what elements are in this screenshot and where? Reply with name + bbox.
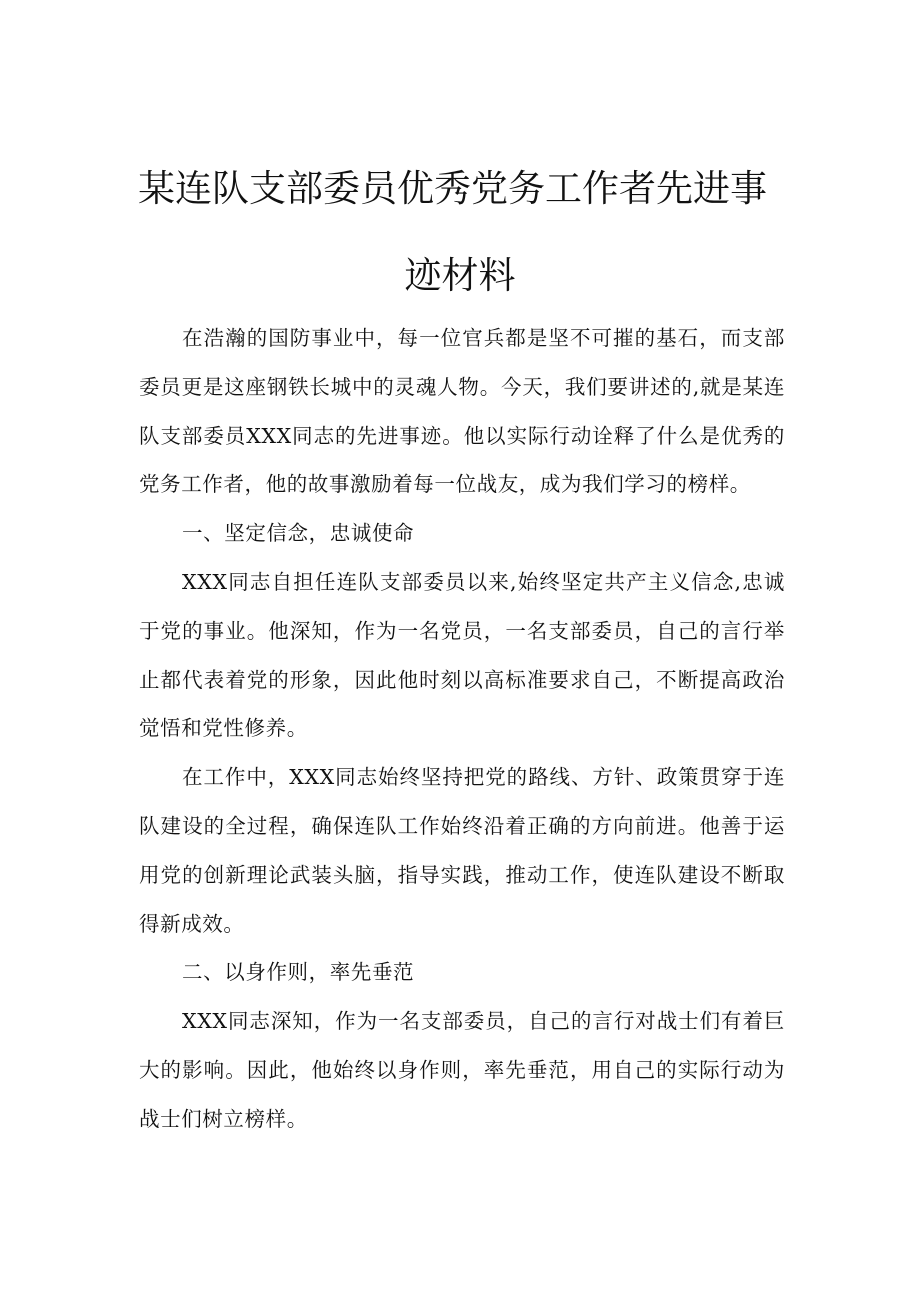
- body-paragraph: 在工作中，XXX同志始终坚持把党的路线、方针、政策贯穿于连队建设的全过程，确保连队工作始终沿着正确的方向前进。他善于运用党的创新理论武装头脑，指导实践，推动工作，使连队建设不断取得新成效。: [139, 765, 785, 936]
- document-body: [139, 314, 785, 1144]
- section-heading-2: 二、以身作则，率先垂范: [182, 960, 415, 985]
- body-paragraph: XXX同志自担任连队支部委员以来,始终坚定共产主义信念,忠诚于党的事业。他深知，作为一名党员，一名支部委员，自己的言行举止都代表着党的形象，因此他时刻以高标准要求自己，不断提高政治觉悟和党性修养。: [139, 569, 785, 741]
- document-title-line-1: 某连队支部委员优秀党务工作者先进事: [138, 167, 767, 210]
- intro-paragraph: 在浩瀚的国防事业中，每一位官兵都是坚不可摧的基石，而支部委员更是这座钢铁长城中的灵魂人物。今天，我们要讲述的,就是某连队支部委员XXX同志的先进事迹。他以实际行动诠释了什么是优秀的党务工作者，他的故事激励着每一位战友，成为我们学习的榜样。: [139, 326, 785, 497]
- section-heading-1: 一、坚定信念，忠诚使命: [182, 521, 415, 546]
- body-paragraph: XXX同志深知，作为一名支部委员，自己的言行对战士们有着巨大的影响。因此，他始终以身作则，率先垂范，用自己的实际行动为战士们树立榜样。: [139, 1009, 785, 1131]
- document-title-line-2: 迹材料: [404, 254, 516, 297]
